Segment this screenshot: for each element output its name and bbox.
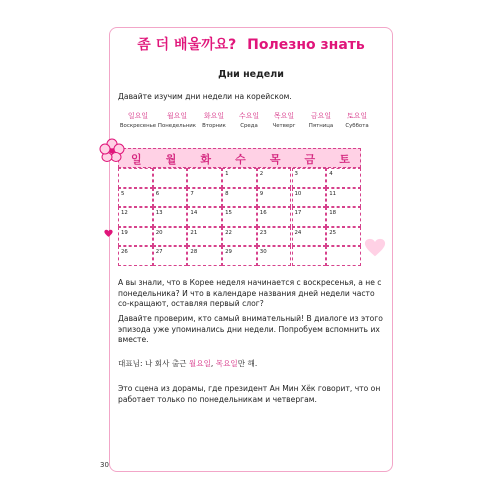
calendar-header-cell: 월 <box>165 153 177 166</box>
calendar-cell <box>292 227 327 247</box>
calendar-date: 1 <box>225 171 229 177</box>
calendar-date: 9 <box>259 190 264 197</box>
calendar-cell <box>153 207 188 227</box>
calendar-cell <box>118 227 153 247</box>
calendar-header-cell: 금 <box>304 153 316 166</box>
calendar-date: 3 <box>294 171 298 177</box>
calendar-cell <box>326 227 361 247</box>
calendar-date: 10 <box>294 190 302 197</box>
calendar-grid <box>118 148 361 255</box>
calendar-date: 21 <box>190 229 198 236</box>
heart-icon <box>364 237 386 259</box>
flower-icon <box>97 138 127 162</box>
calendar-cell <box>292 188 327 208</box>
day-ko-0: 일요일 <box>127 112 149 120</box>
calendar-date: 17 <box>294 210 302 216</box>
dialogue-line <box>118 359 388 370</box>
calendar-date: 8 <box>225 190 229 197</box>
day-ko-5: 금요일 <box>310 112 332 120</box>
calendar-cell <box>153 188 188 208</box>
calendar-header-cell: 목 <box>269 153 281 166</box>
day-ko-1: 월요일 <box>166 112 188 120</box>
calendar-cell <box>222 207 257 227</box>
calendar-date: 19 <box>121 229 128 236</box>
day-ru-4: Четверг <box>272 123 296 129</box>
dialogue-suffix: 만 해. <box>237 359 258 368</box>
calendar-cell <box>222 227 257 247</box>
calendar-cell <box>222 168 257 188</box>
calendar-cell <box>326 246 361 266</box>
calendar-cell <box>326 188 361 208</box>
calendar-cell <box>118 207 153 227</box>
calendar-cell <box>187 207 222 227</box>
calendar-header-cell: 수 <box>235 153 246 166</box>
calendar-date: 28 <box>190 249 198 255</box>
calendar-cell <box>118 168 153 188</box>
calendar-date: 25 <box>329 229 337 236</box>
calendar-cell <box>118 246 153 266</box>
intro-text: Давайте изучим дни недели на корейском. <box>118 92 292 101</box>
paragraph-1: А вы знали, что в Корее неделя начинается с воскресенья, а не с понедельника? И что в календаре названия дней недели часто со-кращают, оставляя первый слог? <box>118 278 382 309</box>
day-ko-4: 목요일 <box>273 112 295 120</box>
calendar-header-row <box>118 148 361 168</box>
calendar-date: 18 <box>329 210 337 216</box>
calendar-cell <box>187 188 222 208</box>
calendar-date: 7 <box>190 190 194 197</box>
day-ko-3: 수요일 <box>238 112 260 120</box>
calendar-date: 23 <box>259 229 267 236</box>
calendar-cell <box>292 246 327 266</box>
day-ru-1: Понедельник <box>157 123 197 129</box>
calendar-cell <box>326 168 361 188</box>
calendar-date: 30 <box>259 249 267 255</box>
calendar-date: 12 <box>121 210 128 216</box>
calendar-date: 27 <box>155 249 163 255</box>
paragraph-3: Это сцена из дорамы, где президент Ан Мин Хёк говорит, что он работает только по понедельникам и четвергам. <box>118 384 381 404</box>
calendar-cell <box>326 207 361 227</box>
day-ru-6: Суббота <box>345 123 369 129</box>
calendar-date: 22 <box>225 229 232 236</box>
dialogue-mid: , <box>210 359 216 368</box>
calendar-cell <box>257 227 292 247</box>
calendar-date: 5 <box>121 190 125 197</box>
calendar-cell <box>153 227 188 247</box>
calendar-date: 13 <box>155 210 163 216</box>
calendar-cell <box>153 168 188 188</box>
dialogue-prefix: 대표님: 나 회사 출근 <box>118 359 189 368</box>
calendar-date: 26 <box>121 249 128 255</box>
dialogue-highlight-monday: 월요일 <box>188 359 211 368</box>
calendar-cell <box>257 168 292 188</box>
small-heart-icon <box>104 229 113 238</box>
day-ru-3: Среда <box>240 123 258 129</box>
day-ru-0: Воскресенье <box>119 123 157 129</box>
calendar-cell <box>257 246 292 266</box>
dialogue-highlight-thursday: 목요일 <box>215 359 238 368</box>
calendar-cell <box>292 207 327 227</box>
calendar-date: 14 <box>190 210 198 216</box>
paragraph-2: Давайте проверим, кто самый внимательный! В диалоге из этого эпизода уже упоминались дни недели. Попробуем вспомнить их вместе. <box>118 314 383 345</box>
calendar-date: 4 <box>329 171 333 177</box>
calendar-date: 29 <box>225 249 232 255</box>
calendar-cell <box>257 188 292 208</box>
calendar-date: 2 <box>259 171 264 177</box>
calendar-cell <box>222 188 257 208</box>
calendar-header-cell: 일 <box>131 153 142 166</box>
calendar-cell <box>257 207 292 227</box>
calendar-cell <box>118 188 153 208</box>
title-russian: Полезно знать <box>247 37 365 53</box>
calendar-date: 20 <box>155 229 163 236</box>
calendar-date: 15 <box>225 210 232 216</box>
title-korean: 좀 더 배울까요? <box>137 37 237 53</box>
calendar-cell <box>187 168 222 188</box>
day-ko-2: 화요일 <box>203 112 225 120</box>
day-ru-5: Пятница <box>308 123 334 129</box>
day-ko-6: 토요일 <box>346 112 368 120</box>
calendar-cell <box>222 246 257 266</box>
calendar-cell <box>292 168 327 188</box>
section-subtitle: Дни недели <box>218 69 284 80</box>
day-ru-2: Вторник <box>202 123 226 129</box>
calendar-date: 16 <box>259 210 267 216</box>
page-number: 30 <box>100 461 109 469</box>
page-title <box>109 34 393 54</box>
calendar-header-cell: 화 <box>200 153 212 166</box>
calendar-cell <box>153 246 188 266</box>
calendar-date: 24 <box>294 229 302 236</box>
calendar-date: 11 <box>329 190 337 197</box>
calendar-date: 6 <box>155 190 160 197</box>
calendar-header-cell: 토 <box>339 153 350 166</box>
calendar-cell <box>187 246 222 266</box>
calendar-cell <box>187 227 222 247</box>
